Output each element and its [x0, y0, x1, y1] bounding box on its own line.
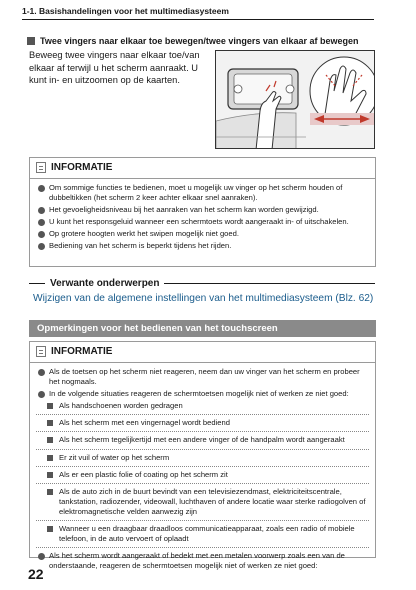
section-heading-text: Twee vingers naar elkaar toe bewegen/twee vingers van elkaar af bewegen	[40, 36, 359, 46]
pinch-gesture-illustration	[215, 50, 375, 149]
page-number: 22	[28, 566, 44, 582]
intro-paragraph: Beweeg twee vingers naar elkaar toe/van elkaar af terwijl u het scherm aanraakt. U kunt in- en uitzoomen op de kaarten.	[29, 50, 200, 85]
info-note-icon	[36, 346, 46, 357]
pinch-gesture-drawing	[216, 51, 375, 149]
info-box-1	[29, 157, 376, 267]
touchscreen-section-heading: Opmerkingen voor het bedienen van het touchscreen	[29, 320, 376, 337]
info-box-1-header	[30, 158, 375, 179]
info-box-1-body	[30, 179, 375, 258]
info-box-2-header	[30, 342, 375, 363]
divider	[29, 283, 45, 285]
check-item: Wanneer u een draagbaar draadloos communicatieapparaat, zoals een radio of mobiele telefoon, in de auto vervoert of oplaadt	[36, 524, 369, 548]
info-bullet: Bediening van het scherm is beperkt tijdens het rijden.	[36, 241, 369, 251]
check-item: Als het scherm tegelijkertijd met een andere vinger of de handpalm wordt aangeraakt	[36, 435, 369, 449]
info-box-2-title: INFORMATIE	[51, 346, 113, 357]
related-topics-title: Verwante onderwerpen	[50, 278, 160, 289]
info-bullet: U kunt het responsgeluid wanneer een schermtoets wordt aangeraakt in- of uitschakelen.	[36, 217, 369, 227]
check-item: Als handschoenen worden gedragen	[36, 401, 369, 415]
info-box-1-title: INFORMATIE	[51, 162, 113, 173]
info-bullet: Als het scherm wordt aangeraakt of bedekt met een metalen voorwerp zoals een van de onderstaande, reageren de schermtoetsen mogelijk niet of werken ze niet goed:	[36, 551, 369, 571]
related-topics-heading	[29, 278, 375, 289]
chapter-header: 1-1. Basishandelingen voor het multimediasysteem	[22, 6, 374, 20]
info-bullet: Het gevoeligheidsniveau bij het aanraken van het scherm kan worden gewijzigd.	[36, 205, 369, 215]
check-item: Als er een plastic folie of coating op het scherm zit	[36, 470, 369, 484]
info-bullet: Om sommige functies te bedienen, moet u mogelijk uw vinger op het scherm houden of dubbeltikken (het scherm 2 keer achter elkaar snel aanraken).	[36, 183, 369, 203]
square-bullet-icon	[27, 37, 35, 45]
info-box-2	[29, 341, 376, 571]
section-heading	[27, 36, 377, 46]
info-bullet: Op grotere hoogten werkt het swipen mogelijk niet goed.	[36, 229, 369, 239]
info-bullet: In de volgende situaties reageren de schermtoetsen mogelijk niet of werken ze niet goed:	[36, 389, 369, 399]
info-bullet: Als de toetsen op het scherm niet reageren, neem dan uw vinger van het scherm en probeer het nogmaals.	[36, 367, 369, 387]
check-item: Er zit vuil of water op het scherm	[36, 453, 369, 467]
check-item: Als het scherm met een vingernagel wordt bediend	[36, 418, 369, 432]
check-item: Als de auto zich in de buurt bevindt van een televisiezendmast, elektriciteitscentrale, tankstation, radiozender, videowall, luchthaven of andere locatie waar sterke radiogolven of elektromagnetische velden aanwezig zijn	[36, 487, 369, 521]
info-box-2-body	[30, 363, 375, 577]
divider	[164, 283, 375, 285]
related-topic-link[interactable]: Wijzigen van de algemene instellingen van het multimediasysteem (Blz. 62)	[33, 293, 374, 304]
info-note-icon	[36, 162, 46, 173]
